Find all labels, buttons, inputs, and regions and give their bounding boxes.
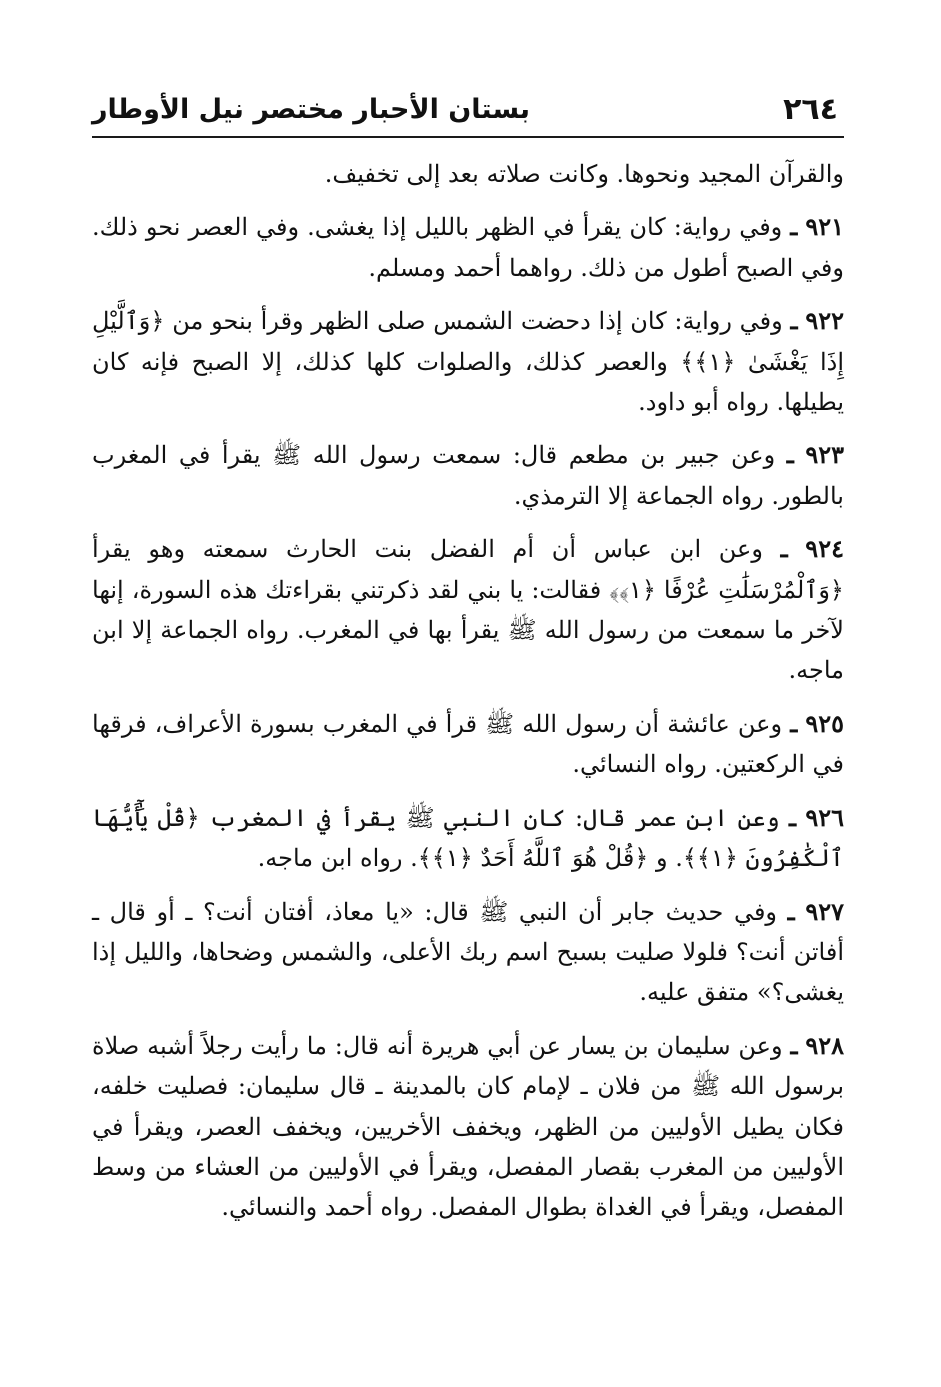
hadith-925 <box>92 704 844 785</box>
hadith-number: ٩٢٧ <box>805 896 844 926</box>
dash-separator: ـ <box>780 534 788 564</box>
dash-separator: ـ <box>786 440 794 470</box>
hadith-text: وعن ابن عباس أن أم الفضل بنت الحارث سمعته وهو يقرأ ﴿وَٱلْمُرْسَلَٰتِ عُرْفًا ﴿١﴾﴾ فقالت: يا بني لقد ذكرتني بقراءتك هذه السورة، إنها لآخر ما سمعت من رسول الله ﷺ يقرأ بها في المغرب. رواه الجماعة إلا ابن ماجه. <box>92 535 844 685</box>
hadith-922 <box>92 301 844 422</box>
dash-separator: ـ <box>790 306 798 336</box>
hadith-number: ٩٢١ <box>805 212 844 242</box>
paragraph-text: والقرآن المجيد ونحوها. وكانت صلاته بعد إلى تخفيف. <box>324 160 844 188</box>
hadith-928 <box>92 1026 844 1228</box>
dash-separator: ـ <box>790 708 798 738</box>
hadith-926 <box>92 798 844 879</box>
hadith-number: ٩٢٢ <box>805 306 844 336</box>
hadith-text: وعن جبير بن مطعم قال: سمعت رسول الله ﷺ يقرأ في المغرب بالطور. رواه الجماعة إلا الترمذي. <box>92 441 844 510</box>
page-body <box>92 154 844 1228</box>
hadith-text: وفي حديث جابر أن النبي ﷺ قال: «يا معاذ، أفتان أنت؟ ـ أو قال ـ أفاتن أنت؟ فلولا صليت بسبح اسم ربك الأعلى، والشمس وضحاها، والليل إذا يغشى؟» متفق عليه. <box>92 897 844 1007</box>
dash-separator: ـ <box>789 802 797 832</box>
hadith-text: وعن عائشة أن رسول الله ﷺ قرأ في المغرب بسورة الأعراف، فرقها في الركعتين. رواه النسائي. <box>92 709 844 779</box>
hadith-number: ٩٢٣ <box>805 440 844 470</box>
dash-separator: ـ <box>790 212 798 242</box>
hadith-number: ٩٢٥ <box>805 708 844 738</box>
hadith-number: ٩٢٦ <box>805 802 844 832</box>
paragraph-continuation <box>92 154 844 194</box>
page-number: ٢٦٤ <box>783 92 838 127</box>
hadith-number: ٩٢٤ <box>805 534 844 564</box>
hadith-text: وعن سليمان بن يسار عن أبي هريرة أنه قال: ما رأيت رجلاً أشبه صلاة برسول الله ﷺ من فلان ـ لإمام كان بالمدينة ـ قال سليمان: فصليت خلفه، فكان يطيل الأوليين من الظهر، ويخفف الأخريين، ويخفف العصر، ويقرأ في الأوليين من المغرب بقصار المفصل، ويقرأ في الأوليين من العشاء من وسط المفصل، ويقرأ في الغداة بطوال المفصل. رواه أحمد والنسائي. <box>92 1031 844 1222</box>
hadith-921 <box>92 207 844 288</box>
hadith-923 <box>92 435 844 516</box>
hadith-927 <box>92 892 844 1013</box>
page-header <box>92 86 844 138</box>
book-title: بستان الأحبار مختصر نيل الأوطار <box>92 94 531 125</box>
dash-separator: ـ <box>790 1030 798 1060</box>
hadith-924 <box>92 529 844 691</box>
hadith-text: وفي رواية: كان يقرأ في الظهر بالليل إذا يغشى. وفي العصر نحو ذلك. وفي الصبح أطول من ذلك. رواهما أحمد ومسلم. <box>92 213 844 282</box>
hadith-number: ٩٢٨ <box>805 1030 844 1060</box>
hadith-text: وفي رواية: كان إذا دحضت الشمس صلى الظهر وقرأ بنحو من ﴿وَٱلَّيْلِ إِذَا يَغْشَىٰ ﴿١﴾﴾ والعصر كذلك، والصلوات كلها كذلك، إلا الصبح فإنه كان يطيلها. رواه أبو داود. <box>92 307 845 417</box>
hadith-text: وعن ابن عمر قال: كان النبي ﷺ يقرأ في المغرب ﴿قُلْ يَٰٓأَيُّهَا ٱلْكَٰفِرُونَ ﴿١﴾﴾. و ﴿قُلْ هُوَ ٱللَّهُ أَحَدٌ ﴿١﴾﴾. رواه ابن ماجه. <box>92 803 844 873</box>
dash-separator: ـ <box>787 896 795 926</box>
